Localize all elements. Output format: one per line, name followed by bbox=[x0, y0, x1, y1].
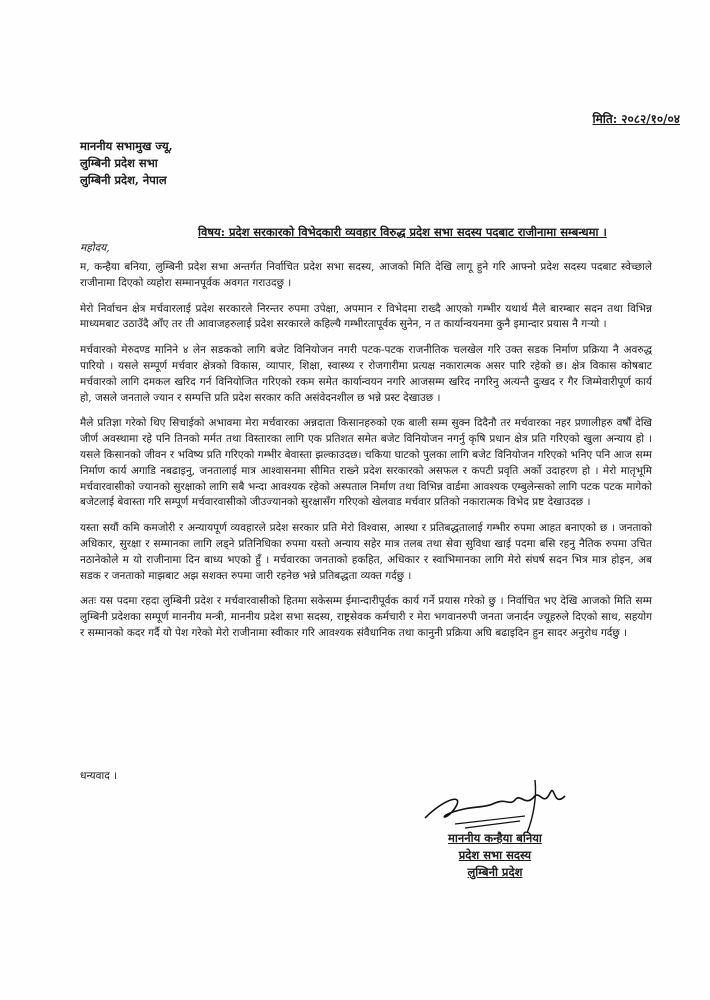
addressee-line: लुम्बिनी प्रदेश सभा bbox=[80, 156, 158, 170]
body-paragraph: अतः यस पदमा रहदा लुम्बिनी प्रदेश र मर्चवारवासीको हितमा सकेसम्म ईमान्दारीपूर्वक कार्य गर्ने प्रयास गरेको छु । निर्वाचित भए देखि आजको मिति सम्म लुम्बिनी प्रदेशका सम्पूर्ण माननीय मन्त्री, माननीय प्रदेश सभा सदस्य, राष्ट्रसेवक कर्मचारी र मेरा भगवानरुपी जनता जनार्दन ज्यूहरुले दिएको साथ, सहयोग र सम्मानको कदर गर्दै यो पेश गरेको मेरो राजीनामा स्वीकार गरि आवश्यक संवैधानिक तथा कानुनी प्रक्रिया अघि बढाइदिन हुन सादर अनुरोध गर्दछु । bbox=[80, 595, 652, 639]
signer-block bbox=[448, 830, 542, 881]
addressee-block bbox=[80, 138, 173, 189]
signature-icon bbox=[415, 778, 575, 838]
body-paragraph: यस्ता सयौं कमि कमजोरी र अन्यायपूर्ण व्यवहारले प्रदेश सरकार प्रति मेरो विश्वास, आस्था र प्रतिबद्धतालाई गम्भीर रुपमा आहत बनाएको छ । जनताको अधिकार, सुरक्षा र सम्मानका लागि लड्ने प्रतिनिधिका रुपमा यस्तो अन्याय सहेर मात्र तलब तथा सेवा सुविधा खाई पदमा बसि रहनु नैतिक रुपमा उचित नठानेकोले म यो राजीनामा दिन बाध्य भएको हुँ । मर्चवारका जनताको हकहित, अधिकार र स्वाभिमानका लागि मेरो संघर्ष सदन भित्र मात्र होइन, अब सडक र जनताको माझबाट अझ सशक्त रुपमा जारी रहनेछ भन्ने प्रतिबद्धता व्यक्त गर्दछु । bbox=[80, 522, 652, 582]
letter-body bbox=[80, 260, 652, 652]
signer-title: प्रदेश सभा सदस्य bbox=[458, 848, 532, 862]
closing: धन्यवाद । bbox=[80, 770, 118, 782]
addressee-line: लुम्बिनी प्रदेश, नेपाल bbox=[80, 173, 167, 187]
signer-name: माननीय कन्हैया बनिया bbox=[448, 831, 542, 845]
addressee-line: माननीय सभामुख ज्यू, bbox=[80, 139, 173, 153]
letter-date: मिति: २०८२/१०/०४ bbox=[592, 112, 680, 126]
salutation: महोदय, bbox=[80, 242, 110, 254]
body-paragraph: म, कन्हैया बनिया, लुम्बिनी प्रदेश सभा अन्तर्गत निर्वाचित प्रदेश सभा सदस्य, आजको मिति देखि लागू हुने गरि आफ्नो प्रदेश सदस्य पदबाट स्वेच्छाले राजीनामा दिएको व्यहोरा सम्मानपूर्वक अवगत गराउदछु । bbox=[80, 261, 652, 289]
letter-subject: विषय: प्रदेश सरकारको विभेदकारी व्यवहार विरुद्ध प्रदेश सभा सदस्य पदबाट राजीनामा सम्बन्धमा । bbox=[198, 225, 607, 239]
signer-province: लुम्बिनी प्रदेश bbox=[467, 865, 523, 879]
body-paragraph: मेरो निर्वाचन क्षेत्र मर्चवारलाई प्रदेश सरकारले निरन्तर रुपमा उपेक्षा, अपमान र विभेदमा राख्दै आएको गम्भीर यथार्थ मैले बारम्बार सदन तथा विभिन्न माध्यमबाट उठाउँदै आँए तर ती आवाजहरुलाई प्रदेश सरकारले कहिल्यै गम्भीरतापूर्वक सुनेन, न त कार्यान्वयनमा कुनै इमान्दार प्रयास नै गर्‍यो । bbox=[80, 302, 652, 331]
body-paragraph: मैले प्रतिज्ञा गरेको थिए सिचाईको अभावमा मेरा मर्चवारका अन्नदाता किसानहरुको एक बाली सम्म सुक्न दिदैनौ तर मर्चवारका नहर प्रणालीहरु वर्षौं देखि जीर्ण अवस्थामा रहे पनि तिनको मर्मत तथा विस्तारका लागि एक प्रतिशत समेत बजेट विनियोजन नगर्नु कृषि प्रधान क्षेत्र प्रति गरिएको खुला अन्याय हो । यसले किसानको जीवन र भविष्य प्रति गरिएको गम्भीर बेवास्ता झल्काउदछ। चकिया घाटको पुलका लागि बजेट विनियोजन गरिएको भनिए पनि आज सम्म निर्माण कार्य अगाडि नबढाइनु, जनतालाई मात्र आश्वासनमा सीमित राख्ने प्रदेश सरकारको असफल र कपटी प्रवृति अर्को उदाहरण हो । मेरो मातृभूमि मर्चवारवासीको ज्यानको सुरक्षाको लागि सबै भन्दा आवश्यक रहेको अस्पताल निर्माण तथा विभिन्न वार्डमा आवश्यक एम्बुलेन्सको लागि पटक पटक मागेको बजेटलाई बेवास्ता गरि सम्पूर्ण मर्चवारवासीको जीउज्यानको सुरक्षासँग गरिएको खेलवाड मर्चवार प्रतिको नकारात्मक विभेद प्रष्ट देखाउदछ । bbox=[80, 417, 652, 509]
body-paragraph: मर्चवारको मेरुदण्ड मानिने ४ लेन सडकको लागि बजेट विनियोजन नगरी पटक-पटक राजनीतिक चलखेल गरि उक्त सडक निर्माण प्रक्रिया नै अवरुद्ध पारियो । यसले सम्पूर्ण मर्चवार क्षेत्रको विकास, व्यापार, शिक्षा, स्वास्थ्य र रोजगारीमा प्रत्यक्ष नकारात्मक असर पारि रहेको छ। क्षेत्र विकास कोषबाट मर्चवारको लागि दमकल खरिद गर्न विनियोजित गरिएको रकम समेत कार्यान्वयन नगरि आजसम्म खरिद नगरिनु अत्यन्तै दुःखद र गैर जिम्मेवारीपूर्ण कार्य हो, जसले जनताले ज्यान र सम्पत्ति प्रति प्रदेश सरकार कति असंवेदनशील छ भन्ने प्रस्ट देखाउछ । bbox=[80, 344, 652, 404]
